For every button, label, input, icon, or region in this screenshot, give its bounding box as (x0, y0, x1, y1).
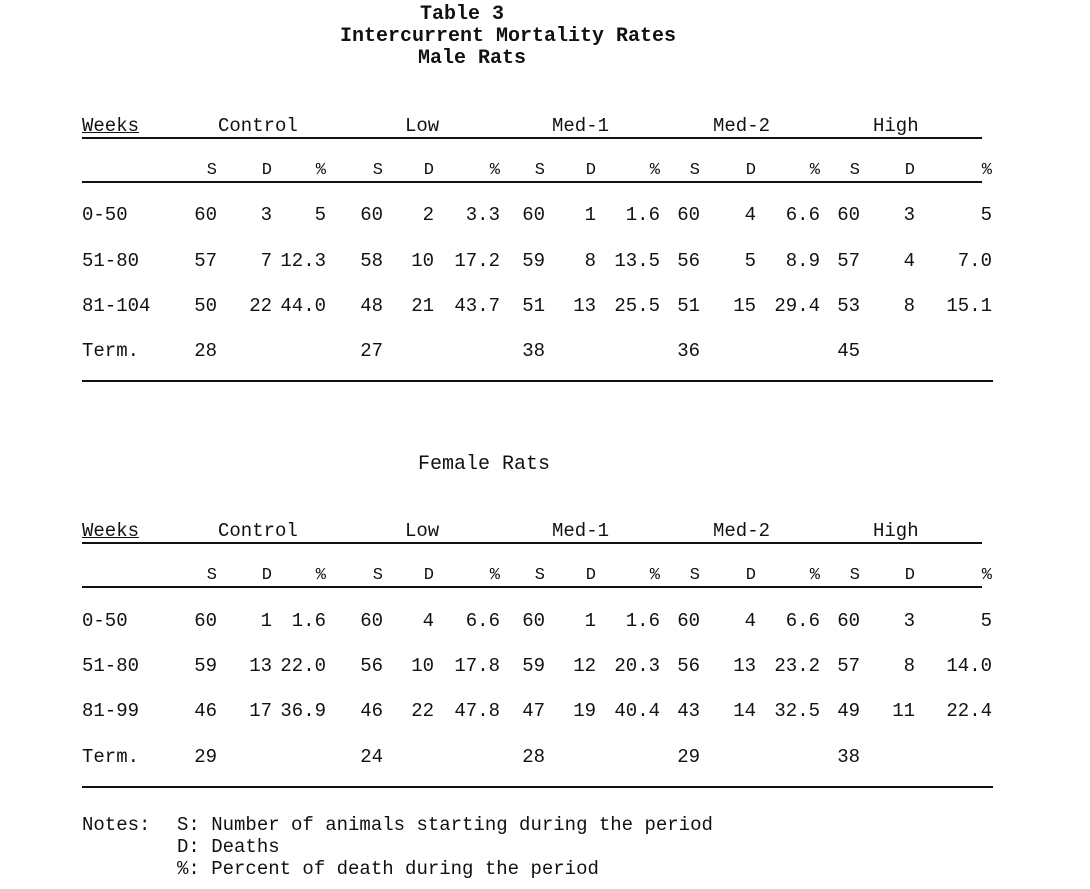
table-cell: 17 (249, 700, 272, 722)
table-cell: 56 (677, 655, 700, 677)
sub-header: % (649, 566, 660, 585)
table-cell: 1 (584, 204, 596, 226)
table-cell: 60 (837, 204, 860, 226)
table-cell: 60 (522, 610, 545, 632)
table-cell: 46 (194, 700, 217, 722)
period-label: 0-50 (82, 610, 128, 632)
table-cell: 8 (903, 655, 915, 677)
table-number: Table 3 (420, 3, 505, 26)
sub-header: S (206, 161, 217, 180)
table-cell: 7 (260, 250, 272, 272)
table-cell: 56 (360, 655, 383, 677)
table-cell: 22 (411, 700, 434, 722)
table-cell: 3 (260, 204, 272, 226)
table-cell: 51 (677, 295, 700, 317)
sub-header: S (206, 566, 217, 585)
sub-header: S (849, 161, 860, 180)
table-cell: 8.9 (785, 250, 820, 272)
table-cell: 57 (194, 250, 217, 272)
table-cell: 45 (837, 340, 860, 362)
sub-header: D (745, 161, 756, 180)
sub-header: % (315, 566, 326, 585)
sub-header: S (534, 566, 545, 585)
table-cell: 60 (360, 610, 383, 632)
table-cell: 32.5 (774, 700, 820, 722)
table-cell: 4 (903, 250, 915, 272)
table-cell: 25.5 (614, 295, 660, 317)
table-cell: 3 (903, 204, 915, 226)
table-cell: 44.0 (280, 295, 326, 317)
table-cell: 7.0 (957, 250, 992, 272)
table-cell: 5 (314, 204, 326, 226)
table-cell: 21 (411, 295, 434, 317)
table-cell: 24 (360, 746, 383, 768)
table-cell: 3.3 (465, 204, 500, 226)
note-s: S: Number of animals starting during the period (177, 814, 713, 836)
sub-header: % (649, 161, 660, 180)
sub-header: S (372, 566, 383, 585)
table-cell: 2 (422, 204, 434, 226)
table-cell: 46 (360, 700, 383, 722)
sub-header: D (423, 566, 434, 585)
sub-header: D (585, 161, 596, 180)
group-header: Low (405, 520, 440, 542)
header-rule (82, 542, 982, 544)
table-cell: 59 (522, 655, 545, 677)
table-cell: 23.2 (774, 655, 820, 677)
table-bottom-rule (82, 786, 993, 788)
sub-header: S (534, 161, 545, 180)
table-cell: 36.9 (280, 700, 326, 722)
table-cell: 19 (573, 700, 596, 722)
group-header: Med-2 (713, 115, 771, 137)
table-cell: 57 (837, 250, 860, 272)
table-cell: 14.0 (946, 655, 992, 677)
group-header: Med-1 (552, 115, 610, 137)
table-cell: 43.7 (454, 295, 500, 317)
table-cell: 3 (903, 610, 915, 632)
notes-label: Notes: (82, 814, 151, 836)
sub-header: % (489, 161, 500, 180)
table-cell: 10 (411, 250, 434, 272)
table-cell: 15 (733, 295, 756, 317)
table-cell: 6.6 (785, 610, 820, 632)
sub-header: D (904, 566, 915, 585)
table-cell: 10 (411, 655, 434, 677)
table-cell: 59 (522, 250, 545, 272)
period-label: 0-50 (82, 204, 128, 226)
period-label: Term. (82, 746, 140, 768)
note-percent: %: Percent of death during the period (177, 858, 599, 880)
table-cell: 60 (837, 610, 860, 632)
table-cell: 28 (522, 746, 545, 768)
table-cell: 1.6 (625, 610, 660, 632)
sub-header: S (849, 566, 860, 585)
sub-header: % (981, 566, 992, 585)
table-cell: 38 (522, 340, 545, 362)
table-cell: 5 (980, 204, 992, 226)
group-header: High (873, 115, 919, 137)
table-cell: 15.1 (946, 295, 992, 317)
table-cell: 29 (194, 746, 217, 768)
sub-header: % (981, 161, 992, 180)
table-cell: 22 (249, 295, 272, 317)
table-cell: 47.8 (454, 700, 500, 722)
table-cell: 4 (744, 204, 756, 226)
table-cell: 40.4 (614, 700, 660, 722)
group-header: High (873, 520, 919, 542)
table-cell: 5 (980, 610, 992, 632)
weeks-header: Weeks (82, 115, 140, 137)
sub-header: S (372, 161, 383, 180)
sub-header: D (745, 566, 756, 585)
sub-header: % (315, 161, 326, 180)
table-cell: 1 (260, 610, 272, 632)
table-cell: 43 (677, 700, 700, 722)
period-label: 51-80 (82, 655, 140, 677)
table-cell: 8 (584, 250, 596, 272)
table-cell: 17.2 (454, 250, 500, 272)
sub-header: D (261, 161, 272, 180)
table-cell: 60 (194, 610, 217, 632)
table-cell: 53 (837, 295, 860, 317)
sub-header: D (904, 161, 915, 180)
table-cell: 6.6 (465, 610, 500, 632)
table-cell: 59 (194, 655, 217, 677)
table-cell: 29 (677, 746, 700, 768)
sub-header: % (809, 161, 820, 180)
table-cell: 60 (360, 204, 383, 226)
table-cell: 51 (522, 295, 545, 317)
table-cell: 36 (677, 340, 700, 362)
group-header: Med-1 (552, 520, 610, 542)
table-cell: 56 (677, 250, 700, 272)
group-header: Low (405, 115, 440, 137)
table-cell: 22.4 (946, 700, 992, 722)
table-cell: 20.3 (614, 655, 660, 677)
sub-header: D (423, 161, 434, 180)
weeks-header: Weeks (82, 520, 140, 542)
sub-header: % (809, 566, 820, 585)
table-cell: 58 (360, 250, 383, 272)
header-rule (82, 137, 982, 139)
table-cell: 50 (194, 295, 217, 317)
table-cell: 5 (744, 250, 756, 272)
subheader-rule (82, 181, 982, 183)
table-cell: 28 (194, 340, 217, 362)
table-cell: 60 (194, 204, 217, 226)
table-cell: 22.0 (280, 655, 326, 677)
female-section-title: Female Rats (418, 453, 551, 476)
table-bottom-rule (82, 380, 993, 382)
table-cell: 57 (837, 655, 860, 677)
table-cell: 38 (837, 746, 860, 768)
sub-header: D (261, 566, 272, 585)
table-cell: 1.6 (625, 204, 660, 226)
table-cell: 13 (733, 655, 756, 677)
male-section-title: Male Rats (418, 47, 527, 70)
table-cell: 4 (422, 610, 434, 632)
table-cell: 60 (522, 204, 545, 226)
table-cell: 6.6 (785, 204, 820, 226)
group-header: Control (218, 115, 298, 137)
period-label: Term. (82, 340, 140, 362)
table-cell: 49 (837, 700, 860, 722)
table-cell: 11 (892, 700, 915, 722)
table-cell: 4 (744, 610, 756, 632)
period-label: 81-104 (82, 295, 151, 317)
table-cell: 47 (522, 700, 545, 722)
table-cell: 12 (573, 655, 596, 677)
table-cell: 48 (360, 295, 383, 317)
note-d: D: Deaths (177, 836, 280, 858)
period-label: 81-99 (82, 700, 140, 722)
table-cell: 12.3 (280, 250, 326, 272)
table-cell: 1 (584, 610, 596, 632)
sub-header: S (689, 161, 700, 180)
table-cell: 13.5 (614, 250, 660, 272)
table-cell: 17.8 (454, 655, 500, 677)
table-cell: 13 (573, 295, 596, 317)
sub-header: S (689, 566, 700, 585)
period-label: 51-80 (82, 250, 140, 272)
table-cell: 8 (903, 295, 915, 317)
table-cell: 13 (249, 655, 272, 677)
table-cell: 27 (360, 340, 383, 362)
table-title: Intercurrent Mortality Rates (340, 25, 677, 48)
table-cell: 14 (733, 700, 756, 722)
table-cell: 60 (677, 204, 700, 226)
group-header: Med-2 (713, 520, 771, 542)
subheader-rule (82, 586, 982, 588)
table-cell: 60 (677, 610, 700, 632)
table-cell: 29.4 (774, 295, 820, 317)
sub-header: % (489, 566, 500, 585)
group-header: Control (218, 520, 298, 542)
sub-header: D (585, 566, 596, 585)
table-cell: 1.6 (291, 610, 326, 632)
